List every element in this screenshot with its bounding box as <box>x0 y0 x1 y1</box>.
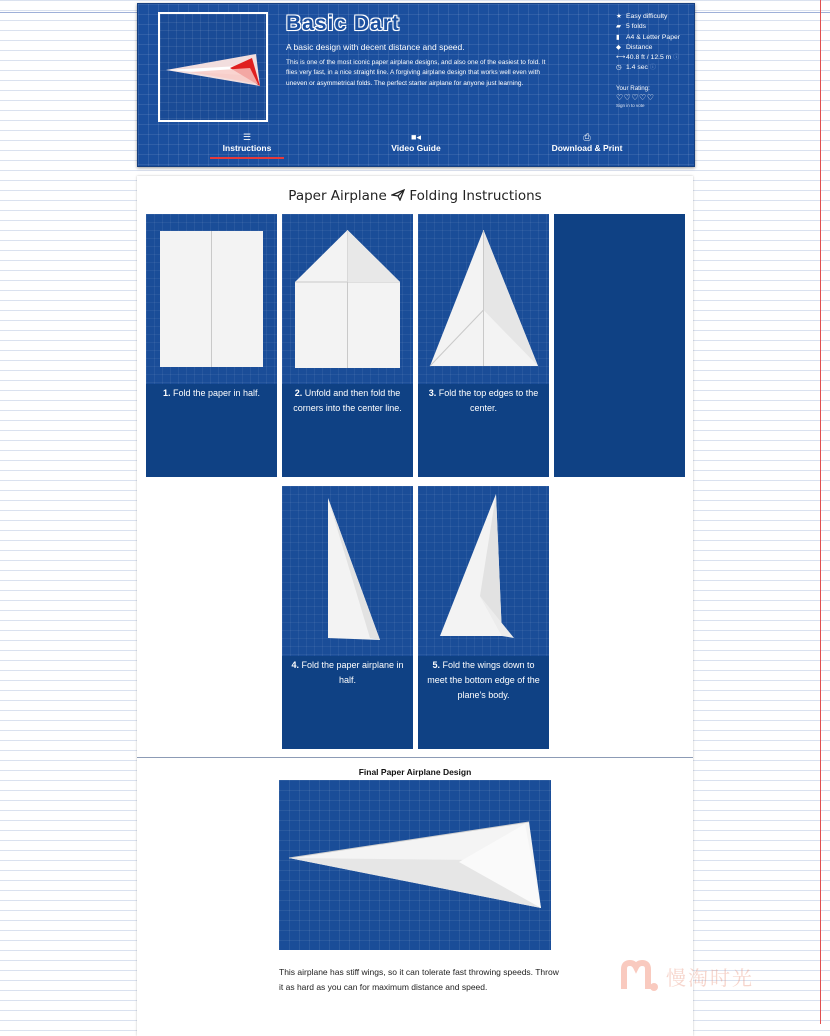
step-card-5 <box>418 486 549 749</box>
step-3-caption <box>422 386 545 416</box>
step-text: Fold the paper airplane in half. <box>301 660 404 685</box>
active-tab-underline <box>210 157 284 159</box>
info-icon[interactable]: ⓘ <box>673 55 680 62</box>
plane-subtitle: A basic design with decent distance and speed. <box>286 42 465 52</box>
step-3-photo <box>418 214 549 384</box>
tab-download-print[interactable] <box>544 132 630 153</box>
plane-description: This is one of the most iconic paper airplane designs, and also one of the easiest to fold. It flies very fast, in a nice straight line. A forgiving airplane design that works well even with uneven or asymmetrical folds. The perfect starter airplane for anyone just learning. <box>286 59 546 87</box>
step-card-4 <box>282 486 413 749</box>
step-card-1 <box>146 214 277 477</box>
sign-in-link[interactable]: Sign in to vote <box>616 103 645 108</box>
stat-range: 40.8 ft / 12.5 m <box>626 54 672 62</box>
step-number: 4. <box>291 660 299 670</box>
step-5-caption <box>422 658 545 703</box>
stat-difficulty: Easy difficulty <box>626 13 668 20</box>
stat-paper: A4 & Letter Paper <box>626 33 681 41</box>
watermark <box>620 956 820 996</box>
step-text: Unfold and then fold the corners into the center line. <box>293 388 402 413</box>
plane-header <box>137 3 695 167</box>
step-number: 5. <box>432 660 440 670</box>
rating-label: Your Rating: <box>616 85 650 92</box>
step-4-photo <box>282 486 413 656</box>
instructions-title-part1: Paper Airplane <box>288 188 387 204</box>
arrows-horizontal-icon: ⟷ <box>616 54 626 62</box>
empty-step-slot <box>554 214 685 477</box>
step-text: Fold the top edges to the center. <box>438 388 539 413</box>
tab-video-guide[interactable] <box>386 132 446 153</box>
video-camera-icon: ■◂ <box>411 132 421 142</box>
tab-download-print-label: Download & Print <box>551 143 623 153</box>
step-2-caption <box>286 386 409 416</box>
step-number: 2. <box>294 388 303 398</box>
tab-instructions-label: Instructions <box>222 143 272 153</box>
star-icon: ★ <box>616 13 622 20</box>
step-1-caption <box>150 386 273 401</box>
file-icon: ▮ <box>616 33 620 41</box>
stat-folds: 5 folds <box>626 23 647 31</box>
plane-title: Basic Dart <box>286 12 400 35</box>
paper-plane-icon <box>391 188 409 204</box>
tab-instructions[interactable] <box>222 132 272 153</box>
tag-icon: ◆ <box>616 43 621 51</box>
tab-video-guide-label: Video Guide <box>391 143 441 153</box>
notebook-margin-line <box>820 0 821 1024</box>
step-card-2 <box>282 214 413 477</box>
step-2-photo <box>282 214 413 384</box>
step-1-photo <box>146 214 277 384</box>
instructions-card <box>137 176 693 1036</box>
watermark-text: 慢淘时光 <box>666 965 754 990</box>
rating-hearts[interactable]: ♡♡♡♡♡ <box>616 93 655 102</box>
instructions-title-part2: Folding Instructions <box>409 188 542 204</box>
stat-category: Distance <box>626 43 653 51</box>
final-design-text: This airplane has stiff wings, so it can tolerate fast throwing speeds. Throw it as hard as you can for maximum distance and speed. <box>279 967 559 992</box>
plane-thumbnail <box>158 12 268 122</box>
list-icon: ☰ <box>242 132 252 142</box>
step-number: 1. <box>162 388 171 398</box>
step-card-3 <box>418 214 549 477</box>
plane-stats <box>616 12 680 74</box>
map-icon: ▰ <box>616 23 621 31</box>
info-icon[interactable]: ⓘ <box>649 65 656 72</box>
final-design-photo <box>279 780 551 950</box>
stat-time: 1.4 sec <box>626 64 648 72</box>
watermark-logo-icon <box>620 959 660 993</box>
step-number: 3. <box>428 388 437 398</box>
final-design-title: Final Paper Airplane Design <box>358 767 472 777</box>
step-4-caption <box>286 658 409 688</box>
section-divider <box>137 757 693 758</box>
printer-icon: ⎙ <box>583 132 591 142</box>
clock-icon: ◷ <box>616 64 622 72</box>
step-5-photo <box>418 486 549 656</box>
step-text: Fold the wings down to meet the bottom edge of the plane's body. <box>427 660 540 700</box>
instructions-title <box>137 188 693 204</box>
step-text: Fold the paper in half. <box>172 388 261 398</box>
